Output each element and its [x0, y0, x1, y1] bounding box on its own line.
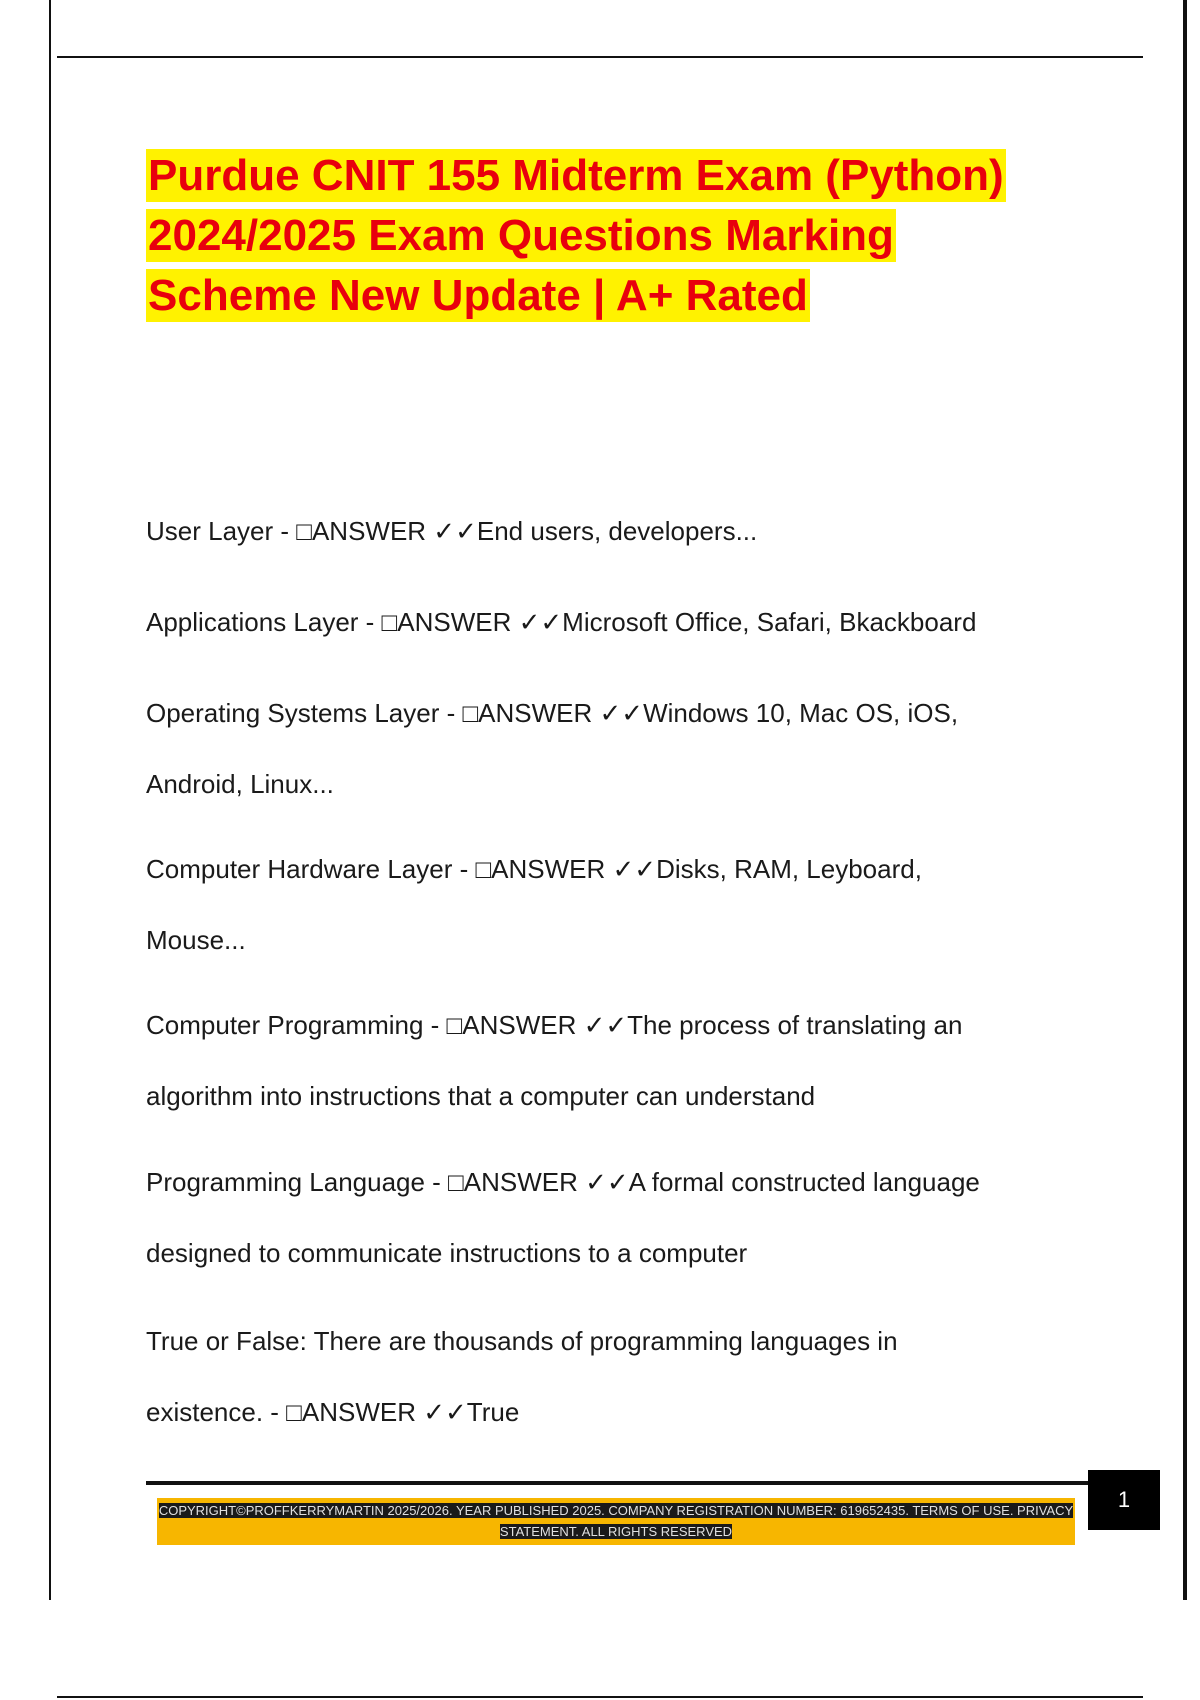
qa-item: Operating Systems Layer - □ANSWER ✓✓Windows 10, Mac OS, iOS, Android, Linux...: [146, 698, 959, 799]
copyright-text: COPYRIGHT©PROFFKERRYMARTIN 2025/2026. YEAR PUBLISHED 2025. COMPANY REGISTRATION NUMBER: 619652435. TERMS OF USE. PRIVACY STATEMENT. ALL RIGHTS RESERVED: [158, 1503, 1074, 1539]
qa-item: Applications Layer - □ANSWER ✓✓Microsoft Office, Safari, Bkackboard: [146, 607, 977, 637]
title-line-2: 2024/2025 Exam Questions Marking: [148, 211, 894, 260]
qa-item: Computer Programming - □ANSWER ✓✓The process of translating an algorithm into instructions that a computer can understand: [146, 1010, 963, 1111]
page-bottom-rule: [57, 1696, 1143, 1698]
title-line-1: Purdue CNIT 155 Midterm Exam (Python): [148, 151, 1004, 200]
document-title: [146, 146, 1106, 326]
title-line-3: Scheme New Update | A+ Rated: [148, 271, 808, 320]
qa-item: User Layer - □ANSWER ✓✓End users, developers...: [146, 516, 758, 546]
header-rule: [57, 56, 1143, 58]
footer-rule: [146, 1481, 1088, 1485]
page-border-right: [1183, 0, 1187, 1600]
page-number: 1: [1088, 1470, 1160, 1530]
qa-item: Computer Hardware Layer - □ANSWER ✓✓Disks, RAM, Leyboard, Mouse...: [146, 854, 922, 955]
qa-item: Programming Language - □ANSWER ✓✓A formal constructed language designed to communicate instructions to a computer: [146, 1167, 980, 1268]
page-border-left: [49, 0, 51, 1600]
qa-item: True or False: There are thousands of programming languages in existence. - □ANSWER ✓✓True: [146, 1326, 898, 1427]
copyright-notice: [157, 1498, 1075, 1545]
